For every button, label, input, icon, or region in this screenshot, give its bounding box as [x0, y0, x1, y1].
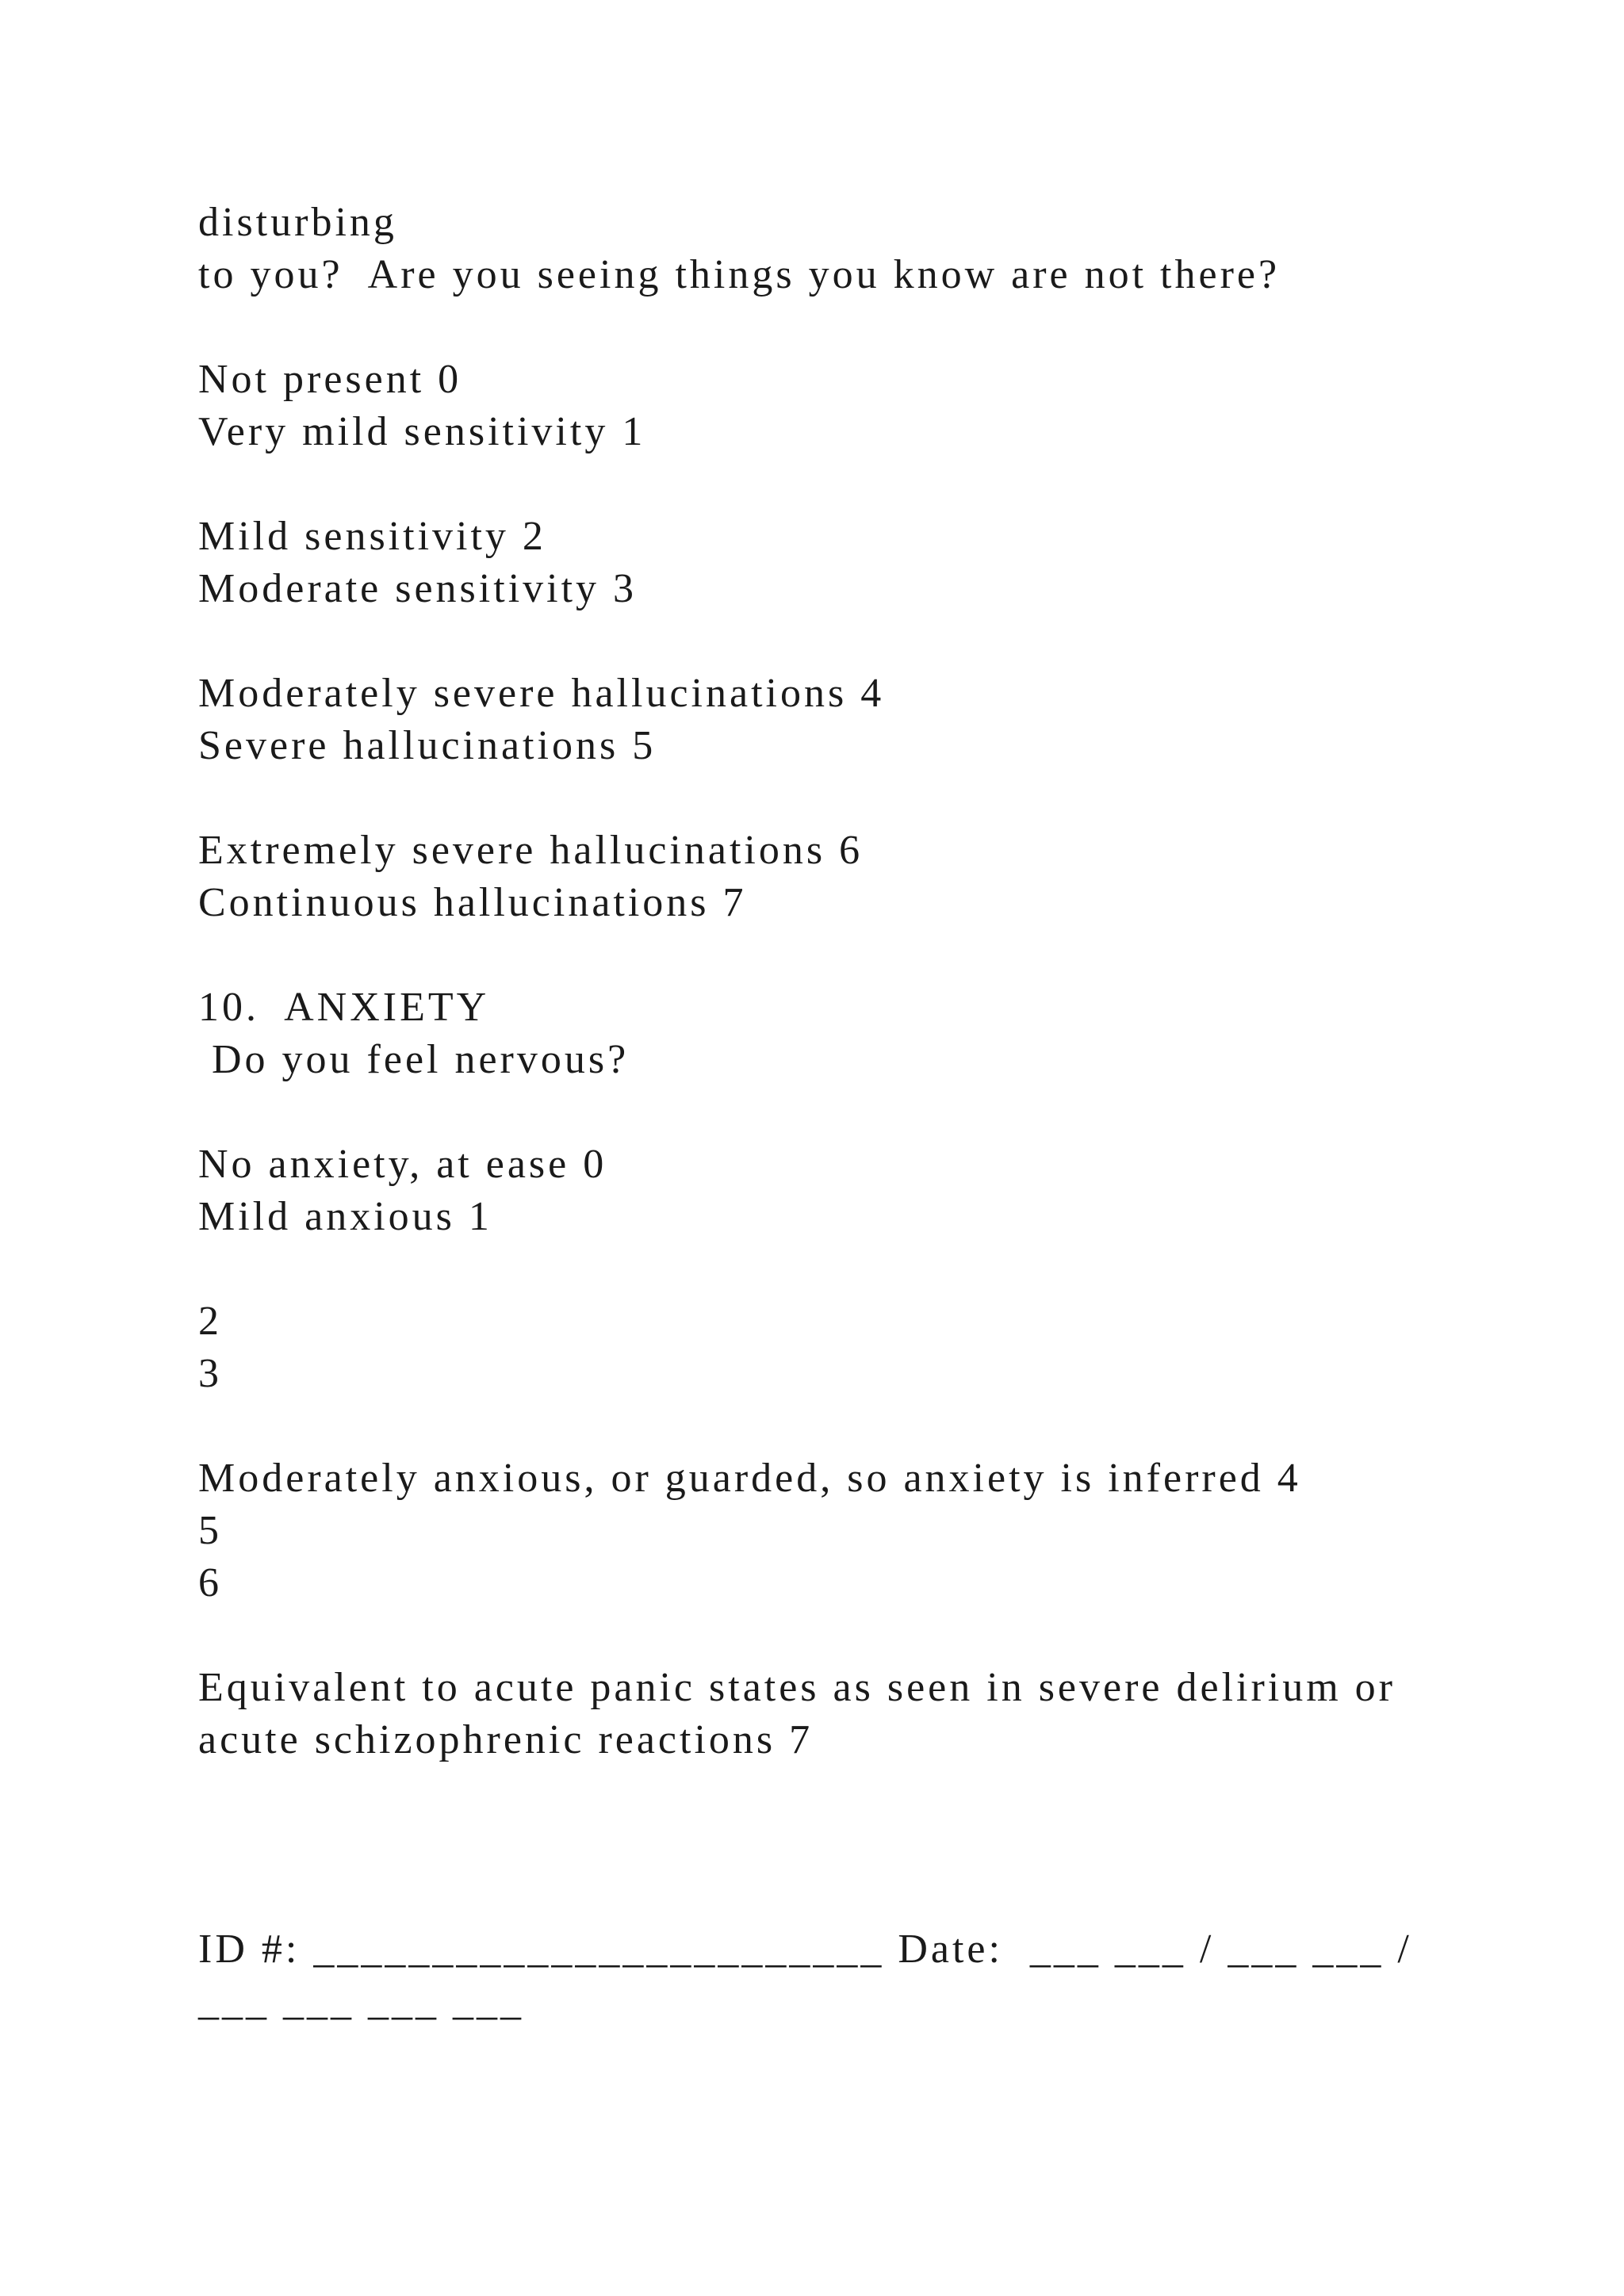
text-line-disturbing: disturbing — [198, 200, 397, 245]
question-feel-nervous: Do you feel nervous? — [198, 1037, 630, 1082]
option-score-2: 2 — [198, 1299, 222, 1344]
id-date-field-line: ID #: ________________________ Date: ___ ___ / ___ ___ / — [198, 1927, 1412, 1972]
text-line-question-seeing-things: to you? Are you seeing things you know are not there? — [198, 252, 1281, 297]
date-year-field-line: ___ ___ ___ ___ — [198, 1979, 524, 2024]
option-not-present: Not present 0 — [198, 357, 462, 402]
option-acute-panic-line-2: acute schizophrenic reactions 7 — [198, 1717, 814, 1762]
option-severe-hallucinations: Severe hallucinations 5 — [198, 723, 657, 768]
option-score-6: 6 — [198, 1560, 222, 1605]
option-acute-panic-line-1: Equivalent to acute panic states as seen in severe delirium or — [198, 1665, 1396, 1710]
option-extremely-severe-hallucinations: Extremely severe hallucinations 6 — [198, 828, 864, 873]
option-moderately-anxious: Moderately anxious, or guarded, so anxiety is inferred 4 — [198, 1456, 1301, 1501]
option-mild-sensitivity: Mild sensitivity 2 — [198, 514, 546, 559]
option-mild-anxious: Mild anxious 1 — [198, 1194, 492, 1239]
option-score-5: 5 — [198, 1508, 222, 1553]
option-moderately-severe-hallucinations: Moderately severe hallucinations 4 — [198, 671, 885, 716]
section-heading-anxiety: 10. ANXIETY — [198, 985, 490, 1030]
option-moderate-sensitivity: Moderate sensitivity 3 — [198, 566, 638, 611]
option-no-anxiety: No anxiety, at ease 0 — [198, 1142, 607, 1187]
option-score-3: 3 — [198, 1351, 222, 1396]
option-continuous-hallucinations: Continuous hallucinations 7 — [198, 880, 747, 925]
option-very-mild-sensitivity: Very mild sensitivity 1 — [198, 409, 646, 454]
